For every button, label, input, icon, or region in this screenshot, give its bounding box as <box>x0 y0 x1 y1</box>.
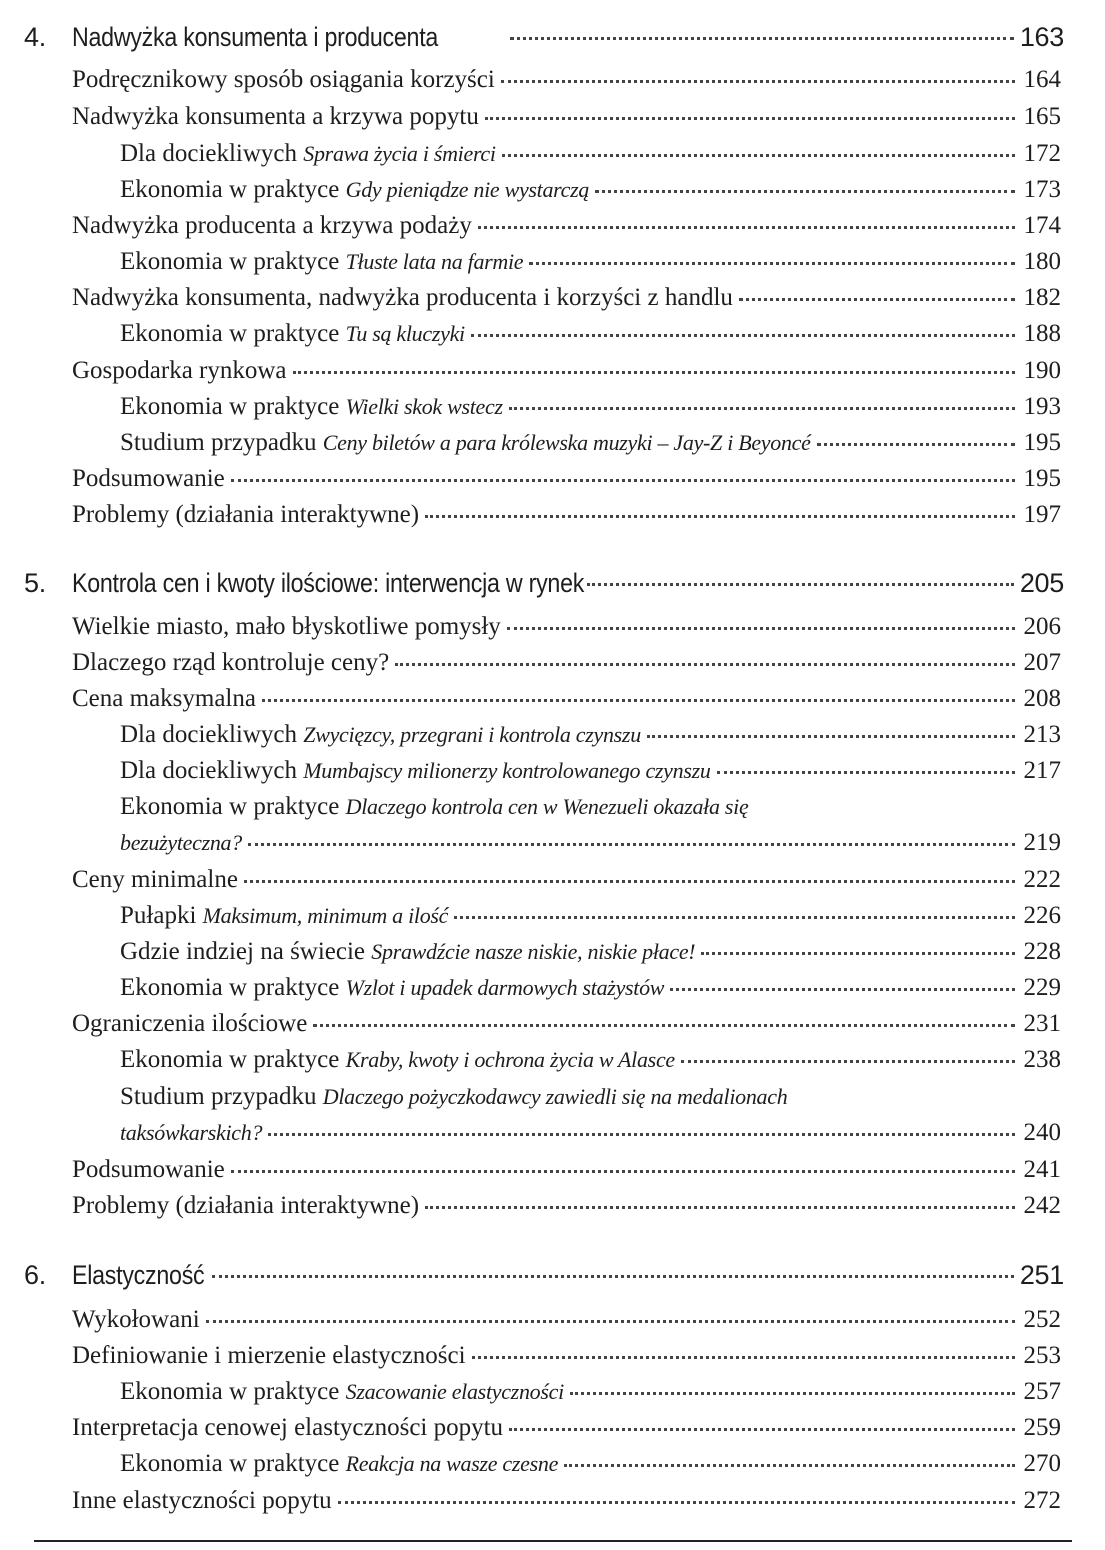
toc-entry <box>72 1010 1061 1038</box>
entry-label-italic: Dlaczego kontrola cen w Wenezueli okazała się <box>345 794 749 819</box>
toc-subentry <box>120 1450 1061 1478</box>
entry-label <box>120 902 448 930</box>
dot-leader <box>454 916 1015 919</box>
entry-page-number: 195 <box>1023 465 1061 492</box>
dot-leader <box>262 699 1015 702</box>
toc-entry <box>72 1414 1061 1442</box>
dot-leader <box>817 443 1015 446</box>
entry-label: Dlaczego rząd kontroluje ceny? <box>72 649 390 676</box>
entry-label-prefix: Ekonomia w praktyce <box>120 1378 346 1405</box>
dot-leader <box>425 515 1015 518</box>
entry-label-prefix: Ekonomia w praktyce <box>120 974 346 1001</box>
dot-leader <box>670 988 1015 991</box>
entry-label: Nadwyżka konsumenta a krzywa popytu <box>72 103 479 130</box>
entry-label-prefix: Pułapki <box>120 902 203 929</box>
toc-entry <box>72 649 1061 677</box>
entry-page-number: 217 <box>1023 757 1061 784</box>
entry-label <box>120 829 242 857</box>
entry-label-italic: taksówkarskich? <box>120 1120 263 1145</box>
entry-label <box>120 429 811 457</box>
toc-entry <box>72 501 1061 529</box>
entry-label: Inne elastyczności popytu <box>72 1487 332 1514</box>
entry-label-italic: Tu są kluczyki <box>345 321 465 346</box>
entry-label-italic: Mumbajscy milionerzy kontrolowanego czynszu <box>303 758 711 783</box>
entry-label-italic: Dlaczego pożyczkodawcy zawiedli się na medalionach <box>322 1084 788 1109</box>
dot-leader <box>231 1170 1015 1173</box>
entry-label-italic: Maksimum, minimum a ilość <box>202 903 449 928</box>
dot-leader <box>471 334 1015 337</box>
entry-label: Problemy (działania interaktywne) <box>72 1192 420 1219</box>
entry-page-number: 190 <box>1023 357 1061 384</box>
entry-label-italic: Wielki skok wstecz <box>345 394 503 419</box>
entry-label-prefix: Ekonomia w praktyce <box>120 393 346 420</box>
toc-subentry <box>120 974 1061 1002</box>
dot-leader <box>717 771 1015 774</box>
chapter-title: Kontrola cen i kwoty ilościowe: interwencja w rynek <box>72 568 585 598</box>
dot-leader <box>395 663 1015 666</box>
entry-page-number: 207 <box>1023 649 1061 676</box>
dot-leader <box>529 262 1015 265</box>
chapter-number: 5. <box>24 568 46 598</box>
entry-label-prefix: Gdzie indziej na świecie <box>120 938 372 965</box>
dot-leader <box>509 407 1015 410</box>
toc-subentry-continuation <box>120 1119 1061 1147</box>
entry-label <box>120 1378 564 1406</box>
chapter-number: 6. <box>24 1260 46 1290</box>
chapter-heading <box>24 1260 1064 1291</box>
dot-leader <box>478 226 1015 229</box>
entry-label: Definiowanie i mierzenie elastyczności <box>72 1342 466 1369</box>
toc-subentry <box>120 248 1061 276</box>
entry-label-prefix: Dla dociekliwych <box>120 721 304 748</box>
entry-page-number: 188 <box>1023 320 1061 347</box>
entry-page-number: 270 <box>1023 1450 1061 1477</box>
entry-label: Interpretacja cenowej elastyczności popytu <box>72 1414 504 1441</box>
chapter-title: Elastyczność <box>72 1260 205 1290</box>
entry-label-italic: Gdy pieniądze nie wystarczą <box>345 177 590 202</box>
entry-page-number: 257 <box>1023 1378 1061 1405</box>
entry-label: Wielkie miasto, mało błyskotliwe pomysły <box>72 613 501 640</box>
entry-page-number: 173 <box>1023 176 1061 203</box>
chapter-page-number: 251 <box>1019 1260 1064 1290</box>
entry-page-number: 229 <box>1023 974 1061 1001</box>
dot-leader <box>485 117 1015 120</box>
entry-label <box>120 1046 675 1074</box>
dot-leader <box>338 1501 1015 1504</box>
toc-entry <box>72 103 1061 131</box>
entry-label-prefix: Ekonomia w praktyce <box>120 248 346 275</box>
entry-label: Ograniczenia ilościowe <box>72 1010 308 1037</box>
entry-label-italic: Wzlot i upadek darmowych stażystów <box>345 975 665 1000</box>
toc-subentry <box>120 1378 1061 1406</box>
entry-page-number: 252 <box>1023 1306 1061 1333</box>
dot-leader <box>595 190 1015 193</box>
toc-subentry-first-line <box>120 1083 787 1111</box>
toc-subentry <box>120 393 1061 421</box>
toc-subentry-first-line <box>120 793 748 821</box>
toc-entry <box>72 1156 1061 1184</box>
entry-page-number: 172 <box>1023 140 1061 167</box>
toc-entry <box>72 866 1061 894</box>
dot-leader <box>425 1206 1015 1209</box>
toc-entry <box>72 212 1061 240</box>
entry-label <box>120 938 695 966</box>
dot-leader <box>501 80 1015 83</box>
dot-leader <box>212 1275 1014 1278</box>
dot-leader <box>248 843 1015 846</box>
bottom-rule <box>34 1540 1072 1542</box>
toc-entry <box>72 66 1061 94</box>
toc-subentry <box>120 757 1061 785</box>
toc-subentry <box>120 938 1061 966</box>
entry-label <box>120 1119 262 1147</box>
entry-label <box>120 974 664 1002</box>
entry-page-number: 238 <box>1023 1046 1061 1073</box>
entry-page-number: 164 <box>1023 66 1061 93</box>
entry-page-number: 259 <box>1023 1414 1061 1441</box>
dot-leader <box>739 298 1015 301</box>
toc-entry <box>72 1487 1061 1515</box>
dot-leader <box>507 627 1015 630</box>
toc-subentry <box>120 176 1061 204</box>
entry-label-prefix: Ekonomia w praktyce <box>120 1450 346 1477</box>
entry-label-prefix: Dla dociekliwych <box>120 140 304 167</box>
toc-entry <box>72 685 1061 713</box>
toc-subentry-continuation <box>120 829 1061 857</box>
entry-label: Gospodarka rynkowa <box>72 357 287 384</box>
entry-label-italic: Tłuste lata na farmie <box>345 249 524 274</box>
entry-page-number: 182 <box>1023 284 1061 311</box>
chapter-heading <box>24 568 1064 599</box>
dot-leader <box>244 880 1015 883</box>
dot-leader <box>647 735 1015 738</box>
entry-label <box>120 248 523 276</box>
entry-label-prefix: Studium przypadku <box>120 429 323 456</box>
entry-label-italic: Szacowanie elastyczności <box>345 1379 564 1404</box>
entry-page-number: 222 <box>1023 866 1061 893</box>
toc-subentry <box>120 320 1061 348</box>
chapter-page-number: 205 <box>1019 568 1064 598</box>
entry-page-number: 272 <box>1023 1487 1061 1514</box>
entry-page-number: 242 <box>1023 1192 1061 1219</box>
entry-label-italic: Sprawa życia i śmierci <box>303 141 496 166</box>
entry-label: Podsumowanie <box>72 465 225 492</box>
dot-leader <box>502 154 1015 157</box>
toc-entry <box>72 1192 1061 1220</box>
entry-page-number: 231 <box>1023 1010 1061 1037</box>
entry-label: Ceny minimalne <box>72 866 238 893</box>
entry-label-prefix: Studium przypadku <box>120 1083 323 1110</box>
dot-leader <box>681 1060 1015 1063</box>
chapter-number: 4. <box>24 22 46 52</box>
toc-entry <box>72 1342 1061 1370</box>
dot-leader <box>510 37 1014 40</box>
entry-label: Problemy (działania interaktywne) <box>72 501 420 528</box>
entry-label: Nadwyżka producenta a krzywa podaży <box>72 212 472 239</box>
toc-entry <box>72 284 1061 312</box>
chapter-title: Nadwyżka konsumenta i producenta <box>72 22 439 52</box>
entry-page-number: 165 <box>1023 103 1061 130</box>
dot-leader <box>293 371 1015 374</box>
entry-label-prefix: Ekonomia w praktyce <box>120 320 346 347</box>
toc-entry <box>72 613 1061 641</box>
toc-entry <box>72 1306 1061 1334</box>
dot-leader <box>231 479 1015 482</box>
entry-label-prefix: Dla dociekliwych <box>120 757 304 784</box>
dot-leader <box>268 1133 1015 1136</box>
entry-page-number: 197 <box>1023 501 1061 528</box>
dot-leader <box>313 1024 1015 1027</box>
dot-leader <box>701 952 1015 955</box>
entry-page-number: 193 <box>1023 393 1061 420</box>
entry-label: Podręcznikowy sposób osiągania korzyści <box>72 66 495 93</box>
dot-leader <box>509 1428 1015 1431</box>
entry-label <box>120 320 465 348</box>
entry-label <box>120 140 496 168</box>
entry-label <box>120 757 711 785</box>
entry-label: Nadwyżka konsumenta, nadwyżka producenta i korzyści z handlu <box>72 284 733 311</box>
entry-page-number: 174 <box>1023 212 1061 239</box>
entry-label <box>120 393 503 421</box>
entry-label: Podsumowanie <box>72 1156 225 1183</box>
entry-page-number: 208 <box>1023 685 1061 712</box>
dot-leader <box>587 583 1013 586</box>
entry-page-number: 226 <box>1023 902 1061 929</box>
toc-subentry <box>120 902 1061 930</box>
toc-subentry <box>120 1046 1061 1074</box>
entry-page-number: 253 <box>1023 1342 1061 1369</box>
entry-label-prefix: Ekonomia w praktyce <box>120 176 346 203</box>
entry-label-italic: Sprawdźcie nasze niskie, niskie płace! <box>371 939 696 964</box>
entry-label <box>120 721 641 749</box>
entry-page-number: 195 <box>1023 429 1061 456</box>
dot-leader <box>570 1392 1015 1395</box>
chapter-heading <box>24 22 1064 53</box>
dot-leader <box>564 1464 1015 1467</box>
entry-label-italic: Zwycięzcy, przegrani i kontrola czynszu <box>303 722 641 747</box>
entry-page-number: 180 <box>1023 248 1061 275</box>
dot-leader <box>472 1356 1015 1359</box>
entry-label-prefix: Ekonomia w praktyce <box>120 793 346 820</box>
toc-subentry <box>120 140 1061 168</box>
entry-label-italic: Reakcja na wasze czesne <box>345 1451 559 1476</box>
entry-page-number: 240 <box>1023 1119 1061 1146</box>
entry-label: Cena maksymalna <box>72 685 256 712</box>
entry-label <box>120 176 589 204</box>
entry-label <box>120 1450 558 1478</box>
chapter-page-number: 163 <box>1019 22 1064 52</box>
entry-label-italic: Ceny biletów a para królewska muzyki – Jay-Z i Beyoncé <box>322 430 811 455</box>
toc-subentry <box>120 721 1061 749</box>
toc-subentry <box>120 429 1061 457</box>
entry-page-number: 219 <box>1023 829 1061 856</box>
entry-label-italic: bezużyteczna? <box>120 830 242 855</box>
entry-label: Wykołowani <box>72 1306 200 1333</box>
entry-page-number: 228 <box>1023 938 1061 965</box>
toc-entry <box>72 465 1061 493</box>
entry-page-number: 241 <box>1023 1156 1061 1183</box>
dot-leader <box>206 1320 1015 1323</box>
entry-label-italic: Kraby, kwoty i ochrona życia w Alasce <box>345 1047 675 1072</box>
entry-page-number: 213 <box>1023 721 1061 748</box>
toc-entry <box>72 357 1061 385</box>
entry-label-prefix: Ekonomia w praktyce <box>120 1046 346 1073</box>
entry-page-number: 206 <box>1023 613 1061 640</box>
